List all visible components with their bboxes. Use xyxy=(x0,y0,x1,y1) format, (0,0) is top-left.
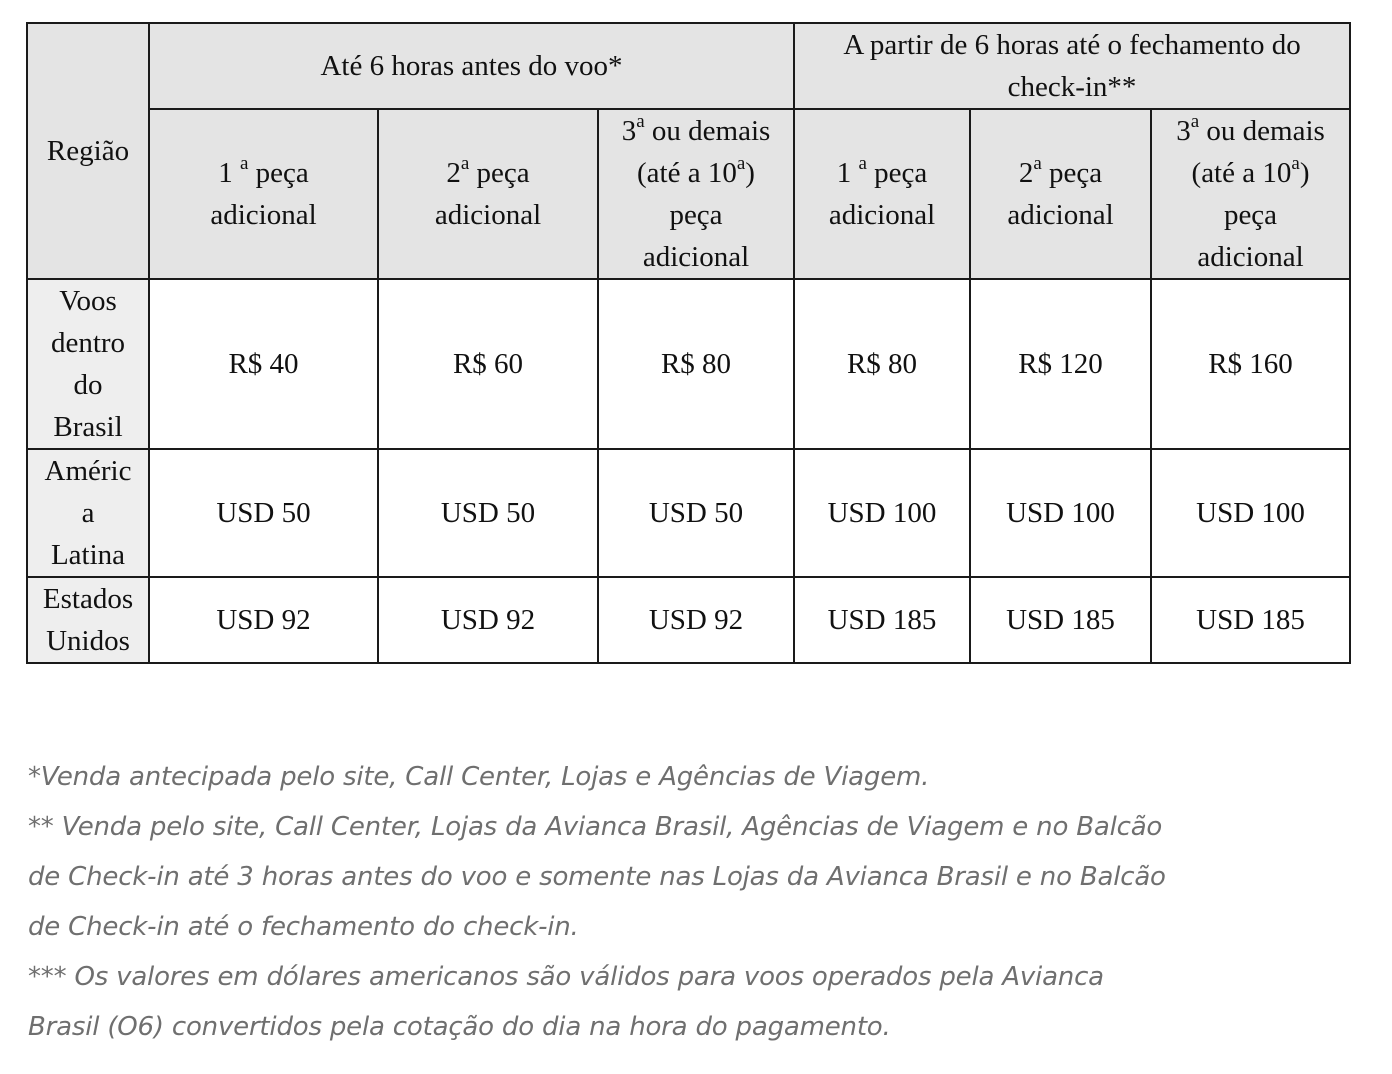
price-cell: R$ 40 xyxy=(149,279,378,449)
ordinal-number: 1 xyxy=(218,157,233,189)
price-cell: USD 185 xyxy=(970,577,1151,663)
region-line: Unidos xyxy=(46,625,130,657)
price-cell: USD 92 xyxy=(149,577,378,663)
footnote-line: de Check-in até 3 horas antes do voo e somente nas Lojas da Avianca Brasil e no Balcão xyxy=(28,862,1166,892)
group-header-early xyxy=(149,23,794,109)
price-cell: USD 50 xyxy=(598,449,794,577)
sub-header-line-1 xyxy=(156,152,371,194)
group-header-late-line-1: A partir de 6 horas até o fechamento do xyxy=(843,29,1301,61)
sub-header-second-piece-late xyxy=(970,109,1151,279)
sub-header-line-2: adicional xyxy=(434,199,542,231)
sub-header-line-2: adicional xyxy=(828,199,936,231)
sub-header-first-piece-late xyxy=(794,109,970,279)
sub-header-line-2: adicional xyxy=(210,199,317,231)
region-cell-estados-unidos xyxy=(27,577,149,663)
ordinal-number: 1 xyxy=(836,157,852,189)
ordinal-suffix: a xyxy=(1033,153,1042,175)
footnotes xyxy=(28,752,1328,1052)
ordinal-number: 3 xyxy=(621,115,637,147)
sub-header-line-1 xyxy=(1158,110,1343,152)
sub-header-text: ou demais xyxy=(1199,115,1325,147)
region-cell-brasil xyxy=(27,279,149,449)
sub-header-third-piece-late xyxy=(1151,109,1350,279)
region-line: Estados xyxy=(42,583,134,615)
ordinal-suffix: a xyxy=(460,153,470,175)
price-cell: R$ 160 xyxy=(1151,279,1350,449)
region-line: Voos xyxy=(59,285,117,317)
region-line: do xyxy=(73,369,103,401)
sub-header-line-2: adicional xyxy=(1007,199,1114,231)
sub-header-text: ou demais xyxy=(644,115,771,147)
region-header-label: Região xyxy=(46,135,130,167)
sub-header-text: peça xyxy=(1041,157,1103,189)
footnote-line: *** Os valores em dólares americanos são válidos para voos operados pela Avianca xyxy=(28,962,1104,992)
ordinal-number: 2 xyxy=(1018,157,1034,189)
ordinal-suffix: a xyxy=(1190,111,1200,133)
footnote-line: Brasil (O6) convertidos pela cotação do dia na hora do pagamento. xyxy=(28,1012,891,1042)
sub-header-third-piece-early xyxy=(598,109,794,279)
region-line: dentro xyxy=(50,327,126,359)
footnote-line: ** Venda pelo site, Call Center, Lojas da Avianca Brasil, Agências de Viagem e no Balcão xyxy=(28,812,1163,842)
group-header-early-label: Até 6 horas antes do voo* xyxy=(320,50,623,82)
sub-header-first-piece-early xyxy=(149,109,378,279)
price-cell: USD 185 xyxy=(794,577,970,663)
ordinal-number: 2 xyxy=(446,157,461,189)
ordinal-suffix: a xyxy=(239,153,249,175)
ordinal-suffix: a xyxy=(636,111,645,133)
sub-header-paren-end: ) xyxy=(745,157,755,189)
sub-header-line-4: adicional xyxy=(642,241,750,273)
price-cell: R$ 80 xyxy=(794,279,970,449)
sub-header-paren-end: ) xyxy=(1299,157,1310,189)
region-line: Améric xyxy=(44,455,132,487)
group-header-late xyxy=(794,23,1350,109)
price-cell: USD 185 xyxy=(1151,577,1350,663)
table-header-group-row xyxy=(27,23,1350,109)
sub-header-line-2 xyxy=(605,152,787,194)
sub-header-line-1 xyxy=(801,152,963,194)
sub-header-line-4: adicional xyxy=(1197,241,1304,273)
sub-header-line-1 xyxy=(977,152,1144,194)
ordinal-suffix: a xyxy=(858,153,867,175)
table-header-sub-row xyxy=(27,109,1350,279)
ordinal-suffix: a xyxy=(736,153,746,175)
price-cell: USD 50 xyxy=(149,449,378,577)
table-row xyxy=(27,577,1350,663)
sub-header-line-1 xyxy=(385,152,591,194)
table-row xyxy=(27,279,1350,449)
price-cell: USD 100 xyxy=(1151,449,1350,577)
sub-header-line-3: peça xyxy=(1223,199,1278,231)
price-cell: USD 92 xyxy=(598,577,794,663)
sub-header-text: peça xyxy=(866,157,928,189)
ordinal-number: 3 xyxy=(1176,115,1191,147)
sub-header-second-piece-early xyxy=(378,109,598,279)
baggage-fee-table xyxy=(26,22,1351,664)
table-row xyxy=(27,449,1350,577)
price-cell: USD 50 xyxy=(378,449,598,577)
region-line: a xyxy=(81,497,95,529)
price-cell: USD 100 xyxy=(794,449,970,577)
region-line: Brasil xyxy=(53,411,123,443)
sub-header-line-2 xyxy=(1158,152,1343,194)
region-line: Latina xyxy=(50,539,126,571)
region-header xyxy=(27,23,149,279)
sub-header-line-3: peça xyxy=(669,199,723,231)
price-cell: USD 92 xyxy=(378,577,598,663)
price-cell: R$ 80 xyxy=(598,279,794,449)
group-header-late-line-2: check-in** xyxy=(1007,71,1137,103)
sub-header-paren: (até a 10 xyxy=(1191,157,1292,189)
footnote-line: de Check-in até o fechamento do check-in. xyxy=(28,912,579,942)
ordinal-suffix: a xyxy=(1291,153,1300,175)
price-cell: R$ 120 xyxy=(970,279,1151,449)
footnote-line: *Venda antecipada pelo site, Call Center, Lojas e Agências de Viagem. xyxy=(28,762,930,792)
sub-header-line-1 xyxy=(605,110,787,152)
price-cell: R$ 60 xyxy=(378,279,598,449)
sub-header-text: peça xyxy=(248,157,309,189)
sub-header-paren: (até a 10 xyxy=(637,157,737,189)
sub-header-text: peça xyxy=(469,157,530,189)
region-cell-america-latina xyxy=(27,449,149,577)
price-cell: USD 100 xyxy=(970,449,1151,577)
